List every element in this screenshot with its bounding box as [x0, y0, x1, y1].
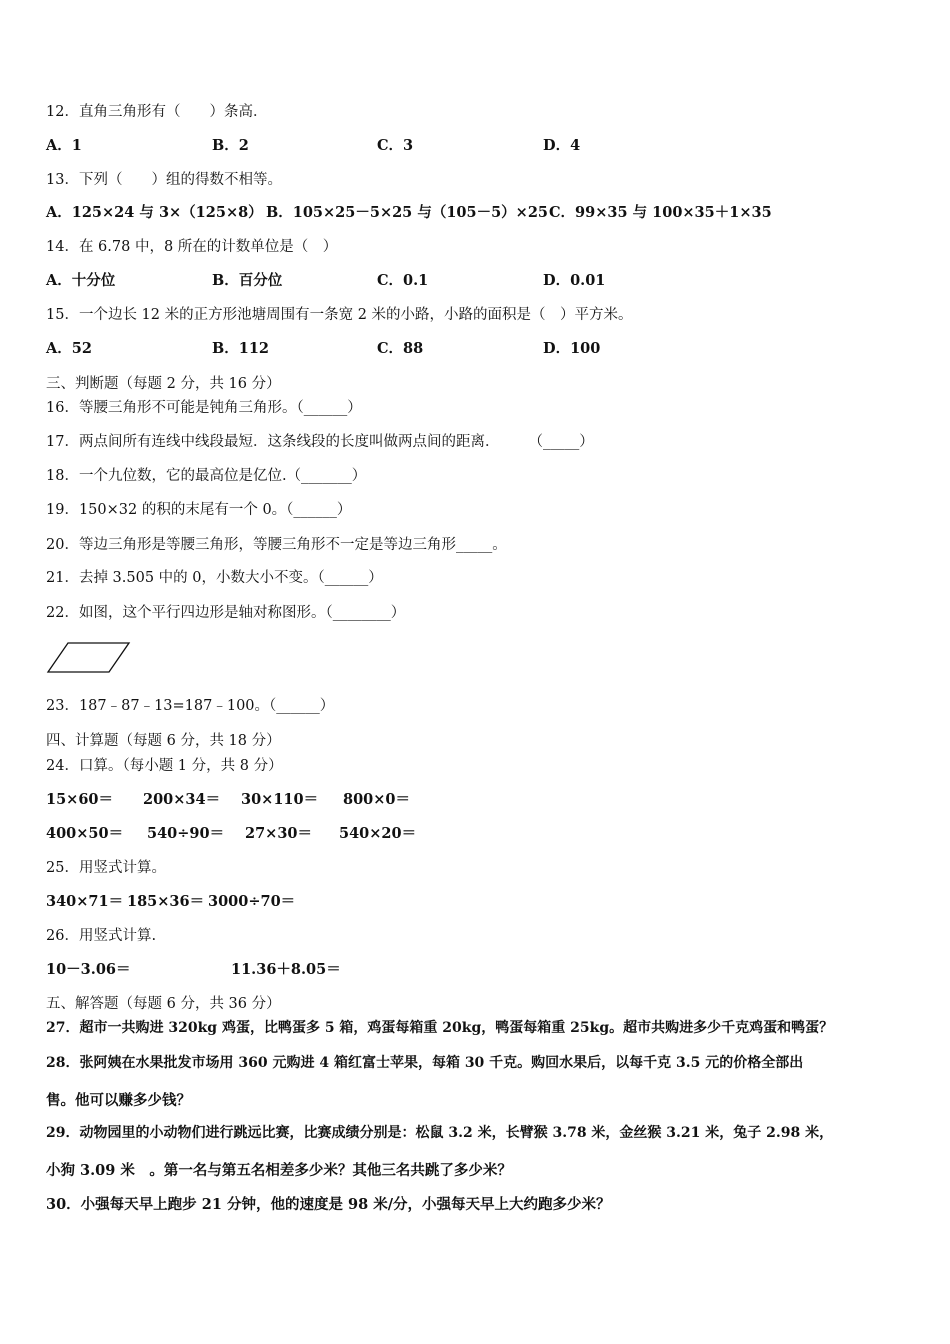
question-29-line-2: 小狗 3.09 米 。第一名与第五名相差多少米？其他三名共跳了多少米？: [46, 1162, 512, 1179]
q24-item-2: 200×34＝: [143, 791, 221, 808]
question-30: 30．小强每天早上跑步 21 分钟，他的速度是 98 米/分，小强每天早上大约跑多少米？: [46, 1196, 611, 1213]
section-5-heading: 五、解答题（每题 6 分，共 36 分）: [46, 996, 281, 1012]
question-26-stem: 26．用竖式计算.: [46, 928, 157, 944]
question-15-stem: 15．一个边长 12 米的正方形池塘周围有一条宽 2 米的小路，小路的面积是（ ）平方米。: [46, 307, 633, 323]
question-13-stem: 13．下列（ ）组的得数不相等。: [46, 172, 282, 188]
parallelogram-figure: [46, 640, 136, 676]
question-29-line-1: 29．动物园里的小动物们进行跳远比赛，比赛成绩分别是：松鼠 3.2 米，长臂猴 3.78 米，金丝猴 3.21 米，兔子 2.98 米，: [46, 1125, 834, 1141]
q24-item-7: 27×30＝: [245, 825, 313, 842]
q14-option-a: A．十分位: [46, 272, 116, 289]
q14-option-b: B．百分位: [212, 272, 283, 289]
question-28-line-1: 28．张阿姨在水果批发市场用 360 元购进 4 箱红富士苹果，每箱 30 千克。购回水果后，以每千克 3.5 元的价格全部出: [46, 1055, 804, 1071]
question-25-stem: 25．用竖式计算。: [46, 860, 166, 876]
q24-item-3: 30×110＝: [241, 791, 319, 808]
question-18: 18．一个九位数，它的最高位是亿位.（_______）: [46, 468, 367, 484]
q15-option-a: A．52: [46, 340, 92, 357]
q25-item-1: 340×71＝: [46, 893, 124, 910]
question-12-stem: 12．直角三角形有（ ）条高．: [46, 104, 268, 120]
q26-item-1: 10－3.06＝: [46, 961, 131, 978]
q15-option-b: B．112: [212, 340, 270, 357]
section-3-heading: 三、判断题（每题 2 分，共 16 分）: [46, 376, 281, 392]
question-27: 27．超市一共购进 320kg 鸡蛋，比鸭蛋多 5 箱，鸡蛋每箱重 20kg，鸭蛋每箱重 25kg。超市共购进多少千克鸡蛋和鸭蛋？: [46, 1020, 834, 1036]
question-22: 22．如图，这个平行四边形是轴对称图形。（________）: [46, 605, 406, 621]
q24-item-5: 400×50＝: [46, 825, 124, 842]
q12-option-a: A．1: [46, 137, 82, 154]
q24-item-6: 540÷90＝: [147, 825, 225, 842]
question-19: 19．150×32 的积的末尾有一个 0。（______）: [46, 502, 352, 518]
q14-option-c: C．0.1: [377, 272, 429, 289]
question-14-stem: 14．在 6.78 中，8 所在的计数单位是（ ）: [46, 239, 338, 255]
q24-item-1: 15×60＝: [46, 791, 114, 808]
q12-option-c: C．3: [377, 137, 414, 154]
q13-option-a: A．125×24 与 3×（125×8）: [46, 204, 263, 221]
q14-option-d: D．0.01: [543, 272, 606, 289]
q25-item-3: 3000÷70＝: [208, 893, 296, 910]
q24-item-4: 800×0＝: [343, 791, 411, 808]
section-4-heading: 四、计算题（每题 6 分，共 18 分）: [46, 733, 281, 749]
question-28-line-2: 售。他可以赚多少钱？: [46, 1092, 191, 1109]
question-20: 20．等边三角形是等腰三角形，等腰三角形不一定是等边三角形_____。: [46, 537, 507, 553]
q13-option-b: B．105×25－5×25 与（105－5）×25: [266, 204, 548, 221]
q15-option-c: C．88: [377, 340, 424, 357]
q25-item-2: 185×36＝: [127, 893, 205, 910]
q15-option-d: D．100: [543, 340, 601, 357]
question-24-stem: 24．口算。（每小题 1 分，共 8 分）: [46, 758, 283, 774]
q24-item-8: 540×20＝: [339, 825, 417, 842]
q12-option-b: B．2: [212, 137, 249, 154]
question-23: 23．187﹣87﹣13=187﹣100。（______）: [46, 698, 335, 714]
q12-option-d: D．4: [543, 137, 581, 154]
question-16: 16．等腰三角形不可能是钝角三角形。（______）: [46, 400, 362, 416]
question-21: 21．去掉 3.505 中的 0，小数大小不变。（______）: [46, 570, 383, 586]
q13-option-c: C．99×35 与 100×35＋1×35: [549, 204, 772, 221]
question-17: 17．两点间所有连线中线段最短．这条线段的长度叫做两点间的距离． （_____）: [46, 434, 594, 450]
q26-item-2: 11.36＋8.05＝: [231, 961, 341, 978]
